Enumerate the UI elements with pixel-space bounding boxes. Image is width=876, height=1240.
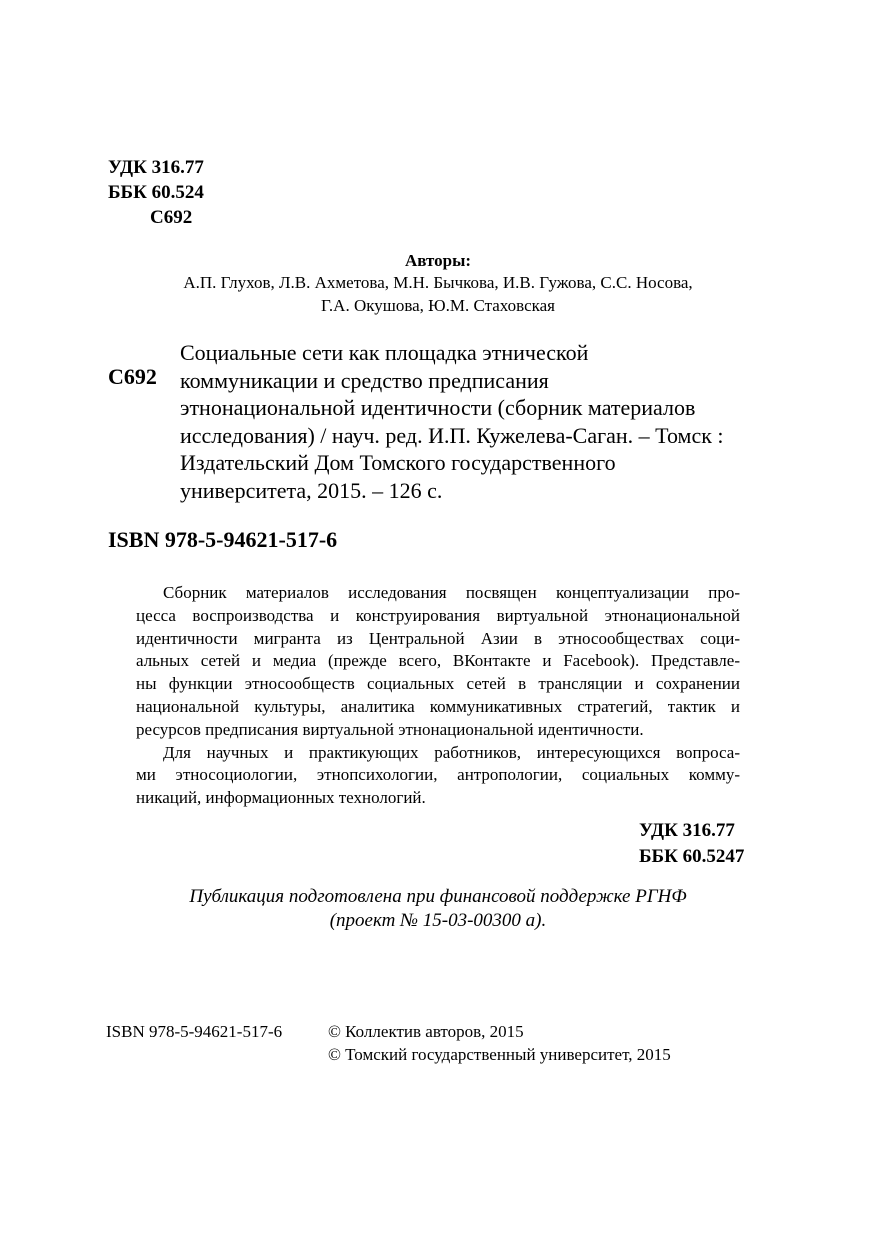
grant-line: (проект № 15-03-00300 а). [329,910,547,931]
abstract-line: никаций, информационных технологий. [136,788,426,808]
copyright-line: © Томский государственный университет, 2015 [328,1045,671,1064]
bibliographic-line: коммуникации и средство предписания [180,367,549,393]
abstract-line: Для научных и практикующих работников, интересующихся вопроса- [163,742,740,762]
bibliographic-line: исследования) / науч. ред. И.П. Кужелева-Саган. – Томск : [180,422,724,448]
bibliographic-cutter: С692 [108,364,157,389]
bibliographic-line: университета, 2015. – 126 с. [180,477,443,503]
grant-note [0,885,876,933]
classification-block [108,155,204,230]
abstract [136,582,740,810]
authors-label: Авторы: [404,251,472,270]
udk-code: УДК 316.77 [108,157,204,178]
authors-line: Г.А. Окушова, Ю.М. Стаховская [321,296,555,315]
isbn-footer: ISBN 978-5-94621-517-6 [106,1022,283,1041]
copyright-block [328,1020,671,1066]
authors-line: А.П. Глухов, Л.В. Ахметова, М.Н. Бычкова, И.В. Гужова, С.С. Носова, [183,273,693,292]
bbk-code: ББК 60.524 [108,182,204,203]
abstract-line: ны функции этносообществ социальных сетей в трансляции и сохранении [136,674,740,694]
grant-line: Публикация подготовлена при финансовой поддержке РГНФ [189,886,687,907]
abstract-line: цесса воспроизводства и конструирования виртуальной этнонациональной [136,605,740,625]
abstract-line: альных сетей и медиа (прежде всего, ВКонтакте и Facebook). Представле- [136,651,740,671]
bibliographic-entry [180,339,724,504]
copyright-line: © Коллектив авторов, 2015 [328,1022,524,1041]
bibliographic-line: Издательский Дом Томского государственного [180,450,616,475]
abstract-line: ми этносоциологии, этнопсихологии, антропологии, социальных комму- [136,765,740,785]
abstract-line: национальной культуры, аналитика коммуникативных стратегий, тактик и [136,696,740,716]
isbn-main: ISBN 978-5-94621-517-6 [108,527,338,552]
bibliographic-line: Социальные сети как площадка этнической [180,340,589,365]
abstract-line: Сборник материалов исследования посвящен концептуализации про- [163,583,740,602]
cutter-code: С692 [150,207,193,228]
authors-list [0,271,876,317]
bibliographic-line: этнонациональной идентичности (сборник материалов [180,395,696,420]
bbk-code-bottom: ББК 60.5247 [639,846,745,867]
classification-bottom [639,818,744,870]
abstract-line: ресурсов предписания виртуальной этнонациональной идентичности. [136,719,644,739]
abstract-line: идентичности мигранта из Центральной Азии в этносообществах соци- [136,628,740,648]
udk-code-bottom: УДК 316.77 [639,820,735,841]
